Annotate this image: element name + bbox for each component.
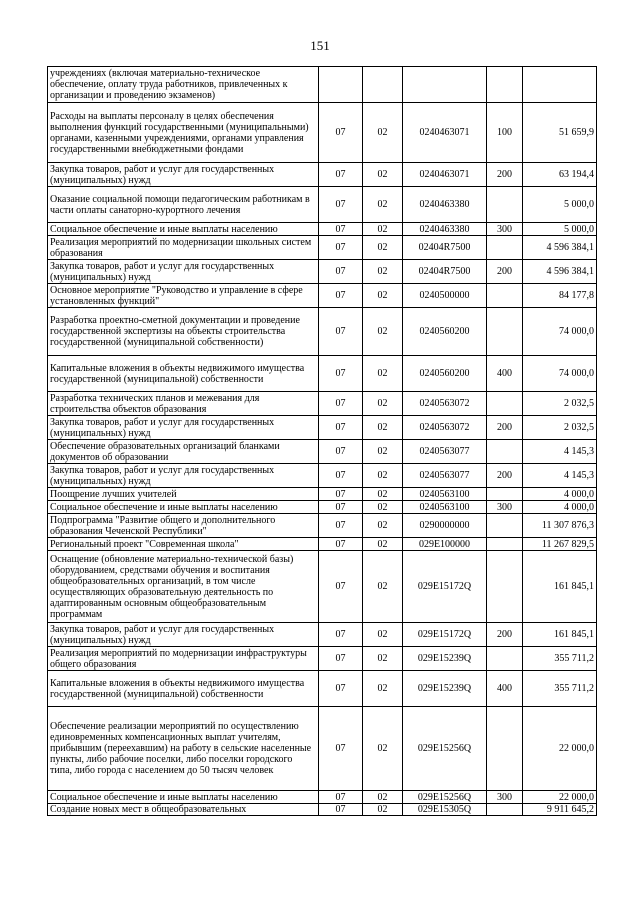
row-description: Закупка товаров, работ и услуг для государственных (муниципальных) нужд <box>48 416 319 440</box>
row-description: Капитальные вложения в объекты недвижимого имущества государственной (муниципальной) собственности <box>48 356 319 392</box>
table-row <box>48 707 597 791</box>
row-subsection-code: 02 <box>363 223 403 236</box>
row-target-article-code: 0240463071 <box>403 163 487 187</box>
table-row <box>48 236 597 260</box>
row-amount: 5 000,0 <box>523 223 597 236</box>
table-row <box>48 538 597 551</box>
row-subsection-code: 02 <box>363 514 403 538</box>
row-description: учреждениях (включая материально-техническое обеспечение, оплату труда работников, привлеченных к организации и проведению экзаменов) <box>48 67 319 103</box>
row-description: Основное мероприятие "Руководство и управление в сфере установленных функций" <box>48 284 319 308</box>
row-section-code: 07 <box>319 260 363 284</box>
row-expense-type-code: 200 <box>487 163 523 187</box>
row-subsection-code: 02 <box>363 236 403 260</box>
row-description: Закупка товаров, работ и услуг для государственных (муниципальных) нужд <box>48 260 319 284</box>
table-row <box>48 514 597 538</box>
table-row <box>48 501 597 514</box>
row-subsection-code: 02 <box>363 163 403 187</box>
row-amount: 63 194,4 <box>523 163 597 187</box>
row-subsection-code: 02 <box>363 623 403 647</box>
row-section-code: 07 <box>319 464 363 488</box>
row-section-code: 07 <box>319 163 363 187</box>
row-target-article-code: 029E15239Q <box>403 647 487 671</box>
table-row <box>48 671 597 707</box>
row-description: Социальное обеспечение и иные выплаты населению <box>48 791 319 804</box>
row-description: Создание новых мест в общеобразовательных <box>48 804 319 816</box>
row-expense-type-code <box>487 236 523 260</box>
row-subsection-code: 02 <box>363 187 403 223</box>
row-amount: 9 911 645,2 <box>523 804 597 816</box>
row-expense-type-code: 400 <box>487 671 523 707</box>
row-expense-type-code <box>487 392 523 416</box>
row-subsection-code: 02 <box>363 804 403 816</box>
row-description: Обеспечение реализации мероприятий по осуществлению единовременных компенсационных выплат учителям, прибывшим (переехавшим) на работу в сельские населенные пункты, либо рабочие поселки, либо поселки городского типа, либо города с населением до 50 тысяч человек <box>48 707 319 791</box>
row-subsection-code: 02 <box>363 440 403 464</box>
table-row <box>48 464 597 488</box>
table-row <box>48 392 597 416</box>
table-row <box>48 284 597 308</box>
row-subsection-code: 02 <box>363 707 403 791</box>
row-expense-type-code <box>487 804 523 816</box>
row-section-code: 07 <box>319 551 363 623</box>
row-subsection-code: 02 <box>363 538 403 551</box>
row-description: Оснащение (обновление материально-технической базы) оборудованием, средствами обучения и воспитания общеобразовательных организаций, в том числе осуществляющих образовательную деятельность по адаптированным основным общеобразовательным программам <box>48 551 319 623</box>
row-subsection-code <box>363 67 403 103</box>
row-description: Обеспечение образовательных организаций бланками документов об образовании <box>48 440 319 464</box>
row-target-article-code: 029E15172Q <box>403 623 487 647</box>
row-expense-type-code <box>487 551 523 623</box>
row-expense-type-code <box>487 440 523 464</box>
row-amount: 74 000,0 <box>523 308 597 356</box>
row-section-code: 07 <box>319 538 363 551</box>
row-description: Поощрение лучших учителей <box>48 488 319 501</box>
row-section-code: 07 <box>319 187 363 223</box>
row-description: Закупка товаров, работ и услуг для государственных (муниципальных) нужд <box>48 163 319 187</box>
row-section-code: 07 <box>319 804 363 816</box>
row-description: Региональный проект "Современная школа" <box>48 538 319 551</box>
row-expense-type-code <box>487 308 523 356</box>
row-target-article-code: 02404R7500 <box>403 260 487 284</box>
row-description: Социальное обеспечение и иные выплаты населению <box>48 223 319 236</box>
row-expense-type-code <box>487 707 523 791</box>
row-target-article-code: 0240560200 <box>403 356 487 392</box>
row-amount: 4 596 384,1 <box>523 236 597 260</box>
row-amount: 11 267 829,5 <box>523 538 597 551</box>
row-section-code: 07 <box>319 284 363 308</box>
row-subsection-code: 02 <box>363 260 403 284</box>
row-section-code: 07 <box>319 514 363 538</box>
row-amount: 4 000,0 <box>523 488 597 501</box>
row-amount: 4 145,3 <box>523 464 597 488</box>
row-description: Расходы на выплаты персоналу в целях обеспечения выполнения функций государственными (муниципальными) органами, казенными учреждениями, органами управления государственными внебюджетными фондами <box>48 103 319 163</box>
page-number: 151 <box>310 38 330 53</box>
table-row <box>48 647 597 671</box>
row-amount: 161 845,1 <box>523 623 597 647</box>
row-description: Разработка проектно-сметной документации и проведение государственной экспертизы на объекты строительства государственной (муниципальной собственности) <box>48 308 319 356</box>
row-amount: 51 659,9 <box>523 103 597 163</box>
row-amount: 355 711,2 <box>523 671 597 707</box>
row-expense-type-code: 300 <box>487 223 523 236</box>
row-expense-type-code: 200 <box>487 416 523 440</box>
row-expense-type-code: 100 <box>487 103 523 163</box>
row-subsection-code: 02 <box>363 308 403 356</box>
row-amount: 22 000,0 <box>523 707 597 791</box>
row-subsection-code: 02 <box>363 671 403 707</box>
row-target-article-code: 0240463380 <box>403 187 487 223</box>
row-subsection-code: 02 <box>363 791 403 804</box>
row-expense-type-code <box>487 187 523 223</box>
row-description: Реализация мероприятий по модернизации инфраструктуры общего образования <box>48 647 319 671</box>
row-target-article-code: 0240563072 <box>403 392 487 416</box>
row-subsection-code: 02 <box>363 392 403 416</box>
table-row <box>48 103 597 163</box>
row-subsection-code: 02 <box>363 103 403 163</box>
row-amount: 11 307 876,3 <box>523 514 597 538</box>
row-target-article-code: 02404R7500 <box>403 236 487 260</box>
row-section-code <box>319 67 363 103</box>
row-target-article-code: 0240563072 <box>403 416 487 440</box>
row-expense-type-code <box>487 538 523 551</box>
table-row <box>48 804 597 816</box>
row-expense-type-code <box>487 647 523 671</box>
row-target-article-code: 029E15305Q <box>403 804 487 816</box>
row-section-code: 07 <box>319 103 363 163</box>
row-section-code: 07 <box>319 707 363 791</box>
table-row <box>48 488 597 501</box>
row-expense-type-code: 300 <box>487 501 523 514</box>
row-section-code: 07 <box>319 356 363 392</box>
row-expense-type-code <box>487 284 523 308</box>
row-amount: 2 032,5 <box>523 416 597 440</box>
row-subsection-code: 02 <box>363 647 403 671</box>
row-subsection-code: 02 <box>363 416 403 440</box>
row-section-code: 07 <box>319 236 363 260</box>
row-subsection-code: 02 <box>363 284 403 308</box>
row-section-code: 07 <box>319 791 363 804</box>
row-target-article-code: 0240563077 <box>403 464 487 488</box>
row-section-code: 07 <box>319 647 363 671</box>
row-section-code: 07 <box>319 488 363 501</box>
row-amount: 84 177,8 <box>523 284 597 308</box>
row-target-article-code: 0240463380 <box>403 223 487 236</box>
row-amount: 4 145,3 <box>523 440 597 464</box>
row-description: Разработка технических планов и межевания для строительства объектов образования <box>48 392 319 416</box>
row-section-code: 07 <box>319 671 363 707</box>
row-target-article-code: 0240563077 <box>403 440 487 464</box>
row-target-article-code: 029E15172Q <box>403 551 487 623</box>
row-amount: 161 845,1 <box>523 551 597 623</box>
row-description: Реализация мероприятий по модернизации школьных систем образования <box>48 236 319 260</box>
row-description: Подпрограмма "Развитие общего и дополнительного образования Чеченской Республики" <box>48 514 319 538</box>
row-amount: 355 711,2 <box>523 647 597 671</box>
table-row <box>48 223 597 236</box>
row-subsection-code: 02 <box>363 356 403 392</box>
row-target-article-code: 029E15256Q <box>403 791 487 804</box>
row-description: Социальное обеспечение и иные выплаты населению <box>48 501 319 514</box>
row-expense-type-code: 200 <box>487 623 523 647</box>
table-row <box>48 623 597 647</box>
row-amount: 74 000,0 <box>523 356 597 392</box>
table-row <box>48 260 597 284</box>
row-subsection-code: 02 <box>363 488 403 501</box>
row-amount: 4 000,0 <box>523 501 597 514</box>
row-section-code: 07 <box>319 440 363 464</box>
table-row <box>48 308 597 356</box>
row-target-article-code: 0290000000 <box>403 514 487 538</box>
row-target-article-code: 0240563100 <box>403 501 487 514</box>
row-target-article-code: 029E100000 <box>403 538 487 551</box>
row-section-code: 07 <box>319 501 363 514</box>
row-target-article-code: 029E15256Q <box>403 707 487 791</box>
row-target-article-code: 0240463071 <box>403 103 487 163</box>
row-description: Капитальные вложения в объекты недвижимого имущества государственной (муниципальной) собственности <box>48 671 319 707</box>
row-expense-type-code: 400 <box>487 356 523 392</box>
row-subsection-code: 02 <box>363 464 403 488</box>
row-amount <box>523 67 597 103</box>
row-section-code: 07 <box>319 392 363 416</box>
row-section-code: 07 <box>319 223 363 236</box>
row-amount: 4 596 384,1 <box>523 260 597 284</box>
table-row <box>48 416 597 440</box>
table-row <box>48 187 597 223</box>
table-row <box>48 67 597 103</box>
row-section-code: 07 <box>319 308 363 356</box>
table-row <box>48 356 597 392</box>
row-section-code: 07 <box>319 623 363 647</box>
row-subsection-code: 02 <box>363 551 403 623</box>
row-expense-type-code: 200 <box>487 464 523 488</box>
row-description: Закупка товаров, работ и услуг для государственных (муниципальных) нужд <box>48 464 319 488</box>
row-amount: 5 000,0 <box>523 187 597 223</box>
row-amount: 2 032,5 <box>523 392 597 416</box>
budget-table <box>47 66 597 816</box>
table-row <box>48 791 597 804</box>
row-target-article-code: 0240563100 <box>403 488 487 501</box>
row-subsection-code: 02 <box>363 501 403 514</box>
row-description: Закупка товаров, работ и услуг для государственных (муниципальных) нужд <box>48 623 319 647</box>
row-expense-type-code <box>487 67 523 103</box>
row-target-article-code: 0240560200 <box>403 308 487 356</box>
row-section-code: 07 <box>319 416 363 440</box>
row-expense-type-code <box>487 488 523 501</box>
row-expense-type-code: 300 <box>487 791 523 804</box>
table-row <box>48 551 597 623</box>
row-amount: 22 000,0 <box>523 791 597 804</box>
row-expense-type-code <box>487 514 523 538</box>
table-row <box>48 163 597 187</box>
row-description: Оказание социальной помощи педагогическим работникам в части оплаты санаторно-курортного лечения <box>48 187 319 223</box>
table-row <box>48 440 597 464</box>
row-target-article-code: 0240500000 <box>403 284 487 308</box>
row-target-article-code: 029E15239Q <box>403 671 487 707</box>
row-target-article-code <box>403 67 487 103</box>
row-expense-type-code: 200 <box>487 260 523 284</box>
